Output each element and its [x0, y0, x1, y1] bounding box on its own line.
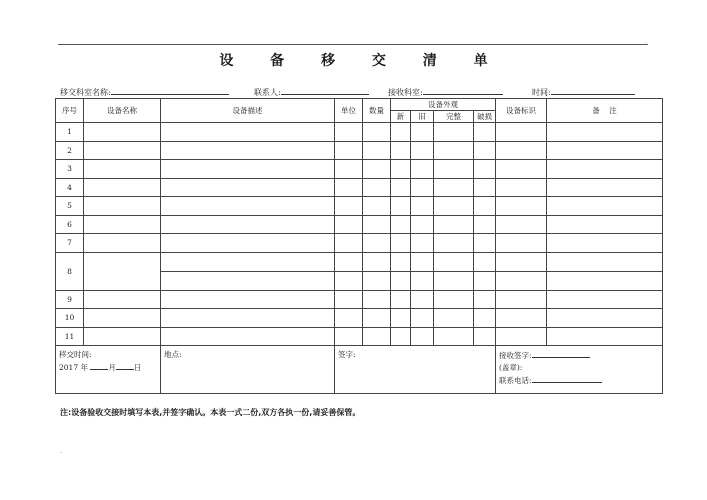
- cell[interactable]: [411, 234, 434, 253]
- header-qty: 数量: [363, 99, 391, 123]
- receiver-cell[interactable]: [496, 346, 663, 394]
- header-unit: 单位: [335, 99, 363, 123]
- to-dept-blank[interactable]: [423, 86, 503, 95]
- footnote: 注:设备验收交接时填写本表,并签字确认。本表一式二份,双方各执一份,请妥善保管。: [60, 408, 361, 417]
- header-app-old: 旧: [411, 111, 434, 123]
- cell[interactable]: [434, 309, 474, 328]
- contact-blank[interactable]: [281, 86, 369, 95]
- row-number: 1: [56, 123, 84, 142]
- table-row: [56, 252, 663, 271]
- header-app-damaged: 破损: [474, 111, 496, 123]
- table-row: [56, 123, 663, 142]
- cell[interactable]: [84, 178, 161, 197]
- contact-label: 联系人:: [254, 88, 281, 97]
- month-text: 月: [108, 363, 116, 372]
- cell[interactable]: [496, 271, 547, 290]
- table-row: [56, 327, 663, 346]
- cell[interactable]: [335, 327, 363, 346]
- cell[interactable]: [474, 123, 496, 142]
- header-rule: [58, 44, 648, 45]
- cell[interactable]: [161, 252, 335, 271]
- cell[interactable]: [411, 215, 434, 234]
- cell[interactable]: [496, 327, 547, 346]
- time-blank[interactable]: [551, 86, 635, 95]
- cell[interactable]: [84, 309, 161, 328]
- cell[interactable]: [411, 327, 434, 346]
- day-blank[interactable]: [116, 361, 134, 370]
- cell[interactable]: [411, 160, 434, 179]
- cell[interactable]: [391, 327, 411, 346]
- cell[interactable]: [391, 271, 411, 290]
- phone-line: [499, 374, 659, 387]
- cell[interactable]: [363, 141, 391, 160]
- cell[interactable]: [391, 252, 411, 271]
- cell[interactable]: [335, 271, 363, 290]
- cell[interactable]: [391, 234, 411, 253]
- cell[interactable]: [547, 141, 663, 160]
- cell[interactable]: [434, 271, 474, 290]
- cell[interactable]: [363, 271, 391, 290]
- cell[interactable]: [84, 197, 161, 216]
- to-dept-field[interactable]: [388, 86, 503, 98]
- cell[interactable]: [363, 290, 391, 309]
- cell[interactable]: [161, 290, 335, 309]
- cell[interactable]: [411, 252, 434, 271]
- cell[interactable]: [411, 309, 434, 328]
- cell[interactable]: [411, 123, 434, 142]
- cell[interactable]: [363, 215, 391, 234]
- cell[interactable]: [434, 141, 474, 160]
- cell[interactable]: [496, 215, 547, 234]
- corner-mark: .: [645, 38, 647, 45]
- cell[interactable]: [335, 197, 363, 216]
- header-appearance: 设备外观: [391, 99, 496, 111]
- receiver-sign-blank[interactable]: [532, 349, 590, 358]
- cell[interactable]: [434, 178, 474, 197]
- cell[interactable]: [363, 252, 391, 271]
- row-number: 9: [56, 290, 84, 309]
- cell[interactable]: [434, 123, 474, 142]
- cell[interactable]: [547, 252, 663, 271]
- cell[interactable]: [547, 271, 663, 290]
- cell[interactable]: [547, 309, 663, 328]
- phone-blank[interactable]: [532, 374, 602, 383]
- cell[interactable]: [391, 309, 411, 328]
- cell[interactable]: [391, 290, 411, 309]
- cell[interactable]: [474, 252, 496, 271]
- cell[interactable]: [335, 234, 363, 253]
- table-row: [56, 234, 663, 253]
- cell[interactable]: [547, 160, 663, 179]
- cell[interactable]: [474, 290, 496, 309]
- table-row: [56, 141, 663, 160]
- cell[interactable]: [496, 309, 547, 328]
- row-number: 4: [56, 178, 84, 197]
- cell[interactable]: [411, 141, 434, 160]
- row-number: 10: [56, 309, 84, 328]
- header-app-intact: 完整: [434, 111, 474, 123]
- table-row: [56, 197, 663, 216]
- cell[interactable]: [363, 178, 391, 197]
- cell[interactable]: [161, 160, 335, 179]
- cell[interactable]: [496, 252, 547, 271]
- cell[interactable]: [161, 215, 335, 234]
- cell[interactable]: [496, 141, 547, 160]
- seal-label: (盖章):: [499, 363, 523, 372]
- cell[interactable]: [84, 141, 161, 160]
- location-cell[interactable]: [161, 346, 335, 394]
- cell[interactable]: [363, 123, 391, 142]
- cell[interactable]: [161, 178, 335, 197]
- footer-row: [56, 346, 663, 394]
- cell[interactable]: [161, 141, 335, 160]
- cell[interactable]: [496, 234, 547, 253]
- cell[interactable]: [411, 290, 434, 309]
- cell[interactable]: [474, 309, 496, 328]
- cell[interactable]: [391, 178, 411, 197]
- receiver-sign-label: 接收签字:: [499, 351, 532, 360]
- day-text: 日: [133, 363, 142, 372]
- cell[interactable]: [391, 141, 411, 160]
- row-number: 8: [56, 252, 84, 290]
- cell[interactable]: [411, 271, 434, 290]
- cell[interactable]: [496, 160, 547, 179]
- table-row: [56, 160, 663, 179]
- cell[interactable]: [474, 271, 496, 290]
- cell[interactable]: [391, 123, 411, 142]
- header-seq: 序号: [56, 99, 84, 123]
- table-row: [56, 290, 663, 309]
- cell[interactable]: [547, 197, 663, 216]
- phone-label: 联系电话:: [499, 376, 532, 385]
- cell[interactable]: [547, 234, 663, 253]
- cell[interactable]: [411, 197, 434, 216]
- cell[interactable]: [474, 234, 496, 253]
- cell[interactable]: [496, 178, 547, 197]
- cell[interactable]: [161, 234, 335, 253]
- row-number: 5: [56, 197, 84, 216]
- cell[interactable]: [84, 215, 161, 234]
- cell[interactable]: [434, 327, 474, 346]
- cell[interactable]: [161, 327, 335, 346]
- row-number: 7: [56, 234, 84, 253]
- cell[interactable]: [547, 178, 663, 197]
- cell[interactable]: [547, 290, 663, 309]
- cell[interactable]: [335, 178, 363, 197]
- year-text: 2017 年: [59, 363, 88, 372]
- cell[interactable]: [335, 309, 363, 328]
- cell[interactable]: [363, 327, 391, 346]
- cell[interactable]: [474, 160, 496, 179]
- header-remark: 备 注: [547, 99, 663, 123]
- corner-mark: .: [60, 448, 62, 455]
- header-desc: 设备描述: [161, 99, 335, 123]
- cell[interactable]: [496, 290, 547, 309]
- cell[interactable]: [161, 309, 335, 328]
- equipment-table: [55, 98, 663, 394]
- to-dept-label: 接收科室:: [388, 88, 423, 97]
- cell[interactable]: [335, 290, 363, 309]
- cell[interactable]: [474, 215, 496, 234]
- row-number: 11: [56, 327, 84, 346]
- cell[interactable]: [434, 215, 474, 234]
- cell[interactable]: [335, 123, 363, 142]
- cell[interactable]: [335, 160, 363, 179]
- cell[interactable]: [335, 252, 363, 271]
- cell[interactable]: [84, 290, 161, 309]
- header-app-new: 新: [391, 111, 411, 123]
- handover-time-cell[interactable]: [56, 346, 161, 394]
- header-row-1: [56, 99, 663, 111]
- cell[interactable]: [335, 141, 363, 160]
- contact-field[interactable]: [254, 86, 369, 98]
- cell[interactable]: [391, 215, 411, 234]
- cell[interactable]: [547, 327, 663, 346]
- cell[interactable]: [84, 327, 161, 346]
- from-dept-blank[interactable]: [111, 86, 229, 95]
- from-dept-label: 移交科室名称:: [60, 88, 111, 97]
- receiver-sign-line: [499, 349, 659, 362]
- cell[interactable]: [84, 234, 161, 253]
- page-title: 设 备 移 交 清 单: [219, 53, 504, 69]
- cell[interactable]: [84, 252, 161, 290]
- cell[interactable]: [161, 197, 335, 216]
- row-number: 6: [56, 215, 84, 234]
- cell[interactable]: [161, 271, 335, 290]
- cell[interactable]: [496, 197, 547, 216]
- handover-time-label: 移交时间:: [59, 350, 92, 359]
- cell[interactable]: [547, 123, 663, 142]
- cell[interactable]: [496, 123, 547, 142]
- cell[interactable]: [474, 141, 496, 160]
- cell[interactable]: [363, 234, 391, 253]
- handover-date: [59, 361, 157, 374]
- cell[interactable]: [84, 160, 161, 179]
- cell[interactable]: [363, 309, 391, 328]
- row-number: 2: [56, 141, 84, 160]
- cell[interactable]: [161, 123, 335, 142]
- cell[interactable]: [474, 327, 496, 346]
- header-name: 设备名称: [84, 99, 161, 123]
- cell[interactable]: [84, 123, 161, 142]
- time-field[interactable]: [532, 86, 635, 98]
- cell[interactable]: [547, 215, 663, 234]
- cell[interactable]: [474, 178, 496, 197]
- cell[interactable]: [335, 215, 363, 234]
- time-label: 时间:: [532, 88, 551, 97]
- sign-label: 签字:: [338, 350, 356, 359]
- sign-cell[interactable]: [335, 346, 496, 394]
- row-number: 3: [56, 160, 84, 179]
- table-row: [56, 215, 663, 234]
- header-tag: 设备标识: [496, 99, 547, 123]
- cell[interactable]: [434, 290, 474, 309]
- cell[interactable]: [391, 197, 411, 216]
- cell[interactable]: [474, 197, 496, 216]
- cell[interactable]: [363, 197, 391, 216]
- table-row: [56, 178, 663, 197]
- month-blank[interactable]: [90, 361, 108, 370]
- table-row: [56, 309, 663, 328]
- cell[interactable]: [411, 178, 434, 197]
- cell[interactable]: [434, 197, 474, 216]
- from-dept-field[interactable]: [60, 86, 229, 98]
- location-label: 地点:: [164, 350, 182, 359]
- cell[interactable]: [363, 160, 391, 179]
- cell[interactable]: [434, 252, 474, 271]
- cell[interactable]: [434, 234, 474, 253]
- cell[interactable]: [391, 160, 411, 179]
- cell[interactable]: [434, 160, 474, 179]
